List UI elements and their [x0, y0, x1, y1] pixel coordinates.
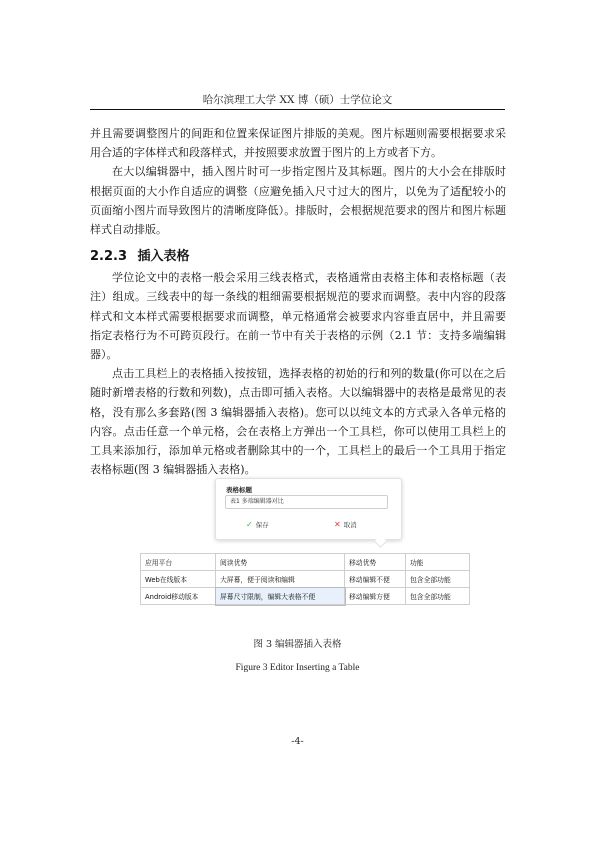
table-cell[interactable]: 大屏幕，便于阅读和编辑	[216, 571, 345, 588]
paragraph-continued: 并且需要调整图片的间距和位置来保证图片排版的美观。图片标题则需要根据要求采用合适的字体样式和段落样式，并按照要求放置于图片的上方或者下方。	[90, 127, 506, 160]
table-cell[interactable]: 移动优势	[345, 554, 406, 571]
figure-editor-table	[140, 478, 473, 618]
paragraph-image-insertion: 在大以编辑器中，插入图片时可一步指定图片及其标题。图片的大小会在排版时根据页面的大小作自适应的调整（应避免插入尺寸过大的图片，以免为了适配较小的页面缩小图片而导致图片的清晰度降低）。排版时，会根据规范要求的图片和图片标题样式自动排版。	[90, 165, 506, 237]
table-cell[interactable]: 包含全部功能	[406, 588, 470, 605]
body-text	[90, 124, 506, 479]
cancel-button[interactable]	[334, 520, 357, 529]
cancel-label: 取消	[343, 521, 357, 529]
table-cell[interactable]: 移动编辑不便	[345, 571, 406, 588]
table-cell[interactable]: Web在线版本	[141, 571, 216, 588]
figure-caption-en: Figure 3 Editor Inserting a Table	[235, 663, 360, 673]
check-icon: ✓	[246, 520, 253, 529]
table-cell[interactable]: 移动编辑方便	[345, 588, 406, 605]
table-row	[141, 554, 470, 571]
figure-caption-cn: 图 3 编辑器插入表格	[253, 639, 342, 650]
running-header: 哈尔滨理工大学 XX 博（硕）士学位论文	[202, 94, 393, 106]
table-cell[interactable]: 应用平台	[141, 554, 216, 571]
save-button[interactable]	[246, 520, 269, 529]
popover-title: 表格标题	[226, 486, 252, 494]
popover-arrow	[374, 535, 387, 548]
table-title-input[interactable]: 表1 多端编辑器对比	[225, 495, 388, 509]
table-cell[interactable]: 功能	[406, 554, 470, 571]
table-cell[interactable]: 阅读优势	[216, 554, 345, 571]
section-heading	[90, 245, 506, 264]
table-row	[141, 588, 470, 605]
save-label: 保存	[255, 521, 269, 529]
header-rule	[90, 109, 505, 110]
page-number: -4-	[291, 736, 304, 747]
table-cell[interactable]: Android移动版本	[141, 588, 216, 605]
paragraph-insert-table-howto: 点击工具栏上的表格插入按按钮，选择表格的初始的行和列的数量(你可以在之后随时新增表格的行数和列数)，点击即可插入表格。大以编辑器中的表格是最常见的表格，没有那么多套路(图 3 编辑器插入表格)。您可以以纯文本的方式录入各单元格的内容。点击任意一个单元格，会在表格上方弹出一个工具栏，你可以使用工具栏上的工具来添加行，添加单元格或者删除其中的一个，工具栏上的最后一个工具用于指定表格标题(图 3 编辑器插入表格)。	[90, 367, 506, 477]
section-number: 2.2.3	[90, 249, 128, 265]
paragraph-three-line-table: 学位论文中的表格一般会采用三线表格式，表格通常由表格主体和表格标题（表注）组成。三线表中的每一条线的粗细需要根据规范的要求而调整。表中内容的段落样式和文本样式需要根据要求而调整，单元格通常会被要求内容垂直居中，并且需要指定表格行为不可跨页段行。在前一节中有关于表格的示例（2.1 节：支持多端编辑器）。	[90, 271, 506, 362]
table-row	[141, 571, 470, 588]
section-title: 插入表格	[137, 249, 190, 265]
table-cell[interactable]: 包含全部功能	[406, 571, 470, 588]
table-title-popover	[215, 478, 402, 540]
comparison-table	[140, 553, 470, 605]
close-icon: ✕	[334, 520, 341, 529]
selected-table-cell[interactable]: 屏幕尺寸限制，编辑大表格不便	[216, 588, 345, 605]
